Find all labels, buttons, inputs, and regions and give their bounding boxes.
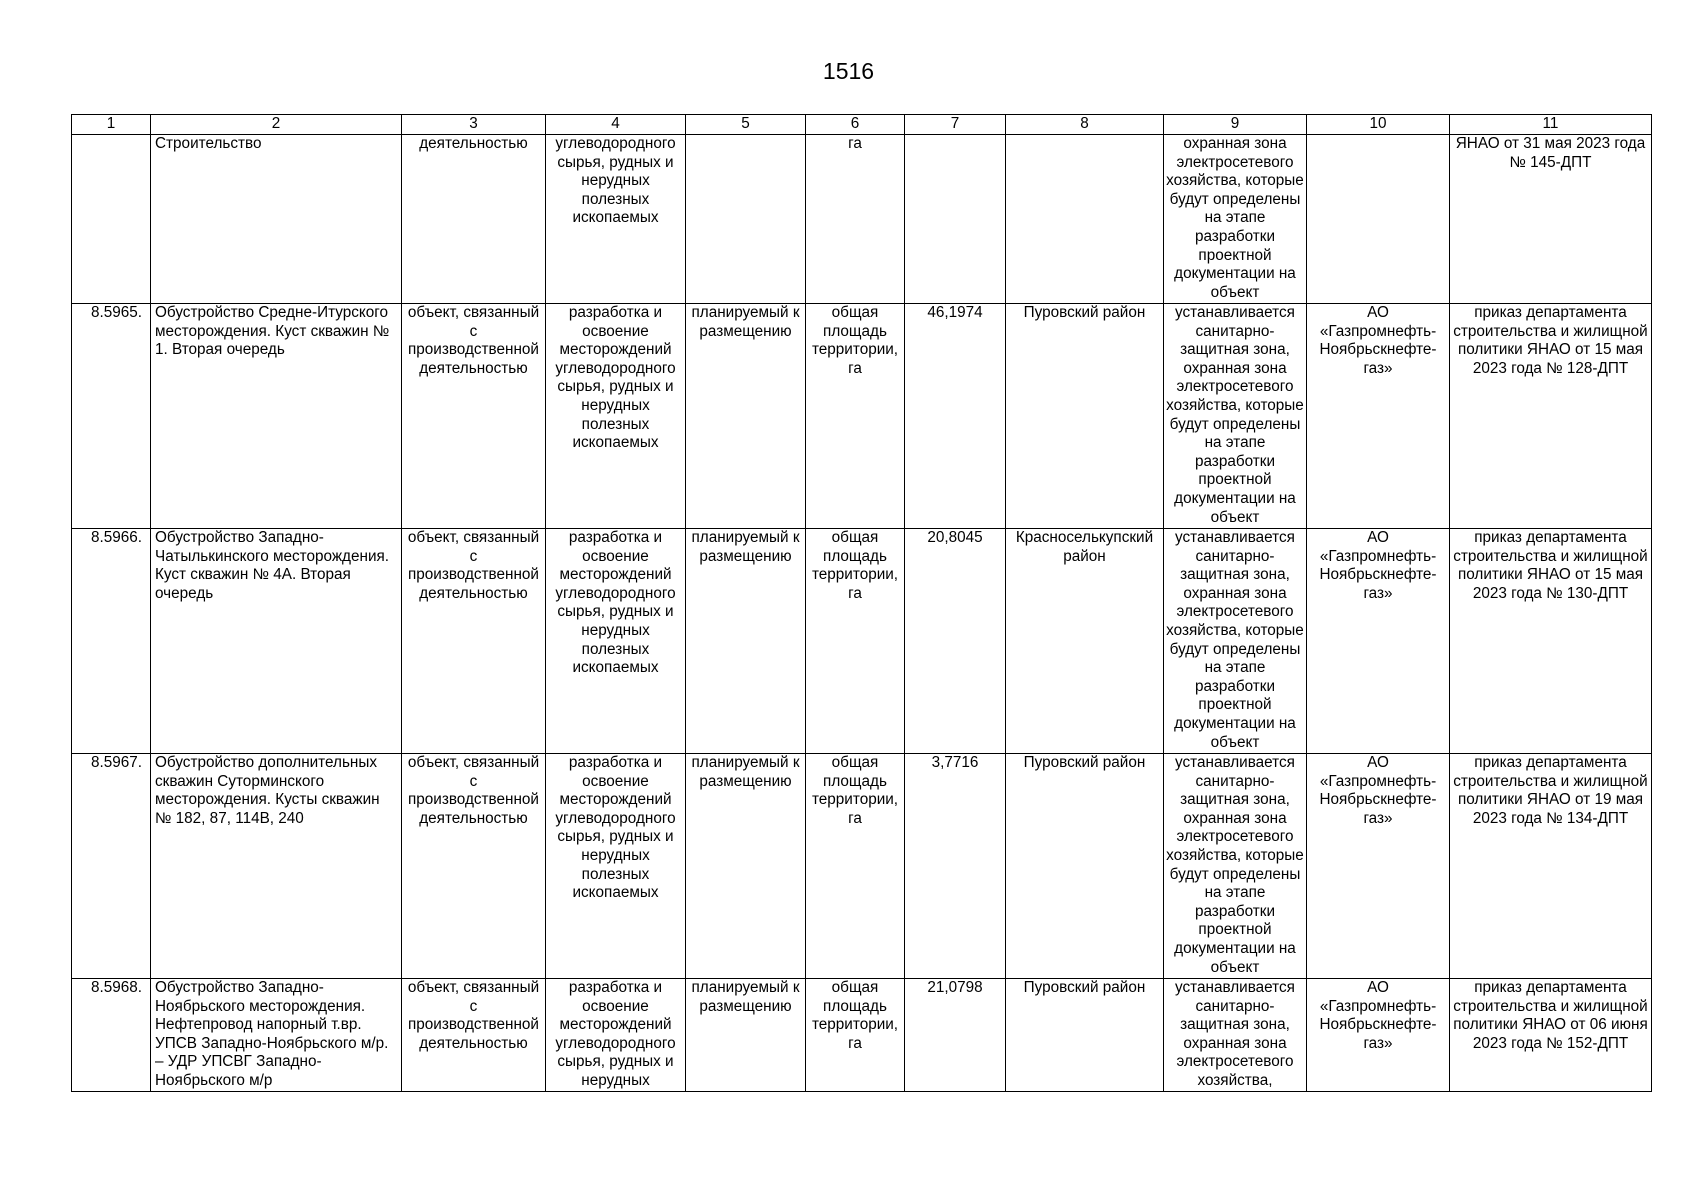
cell-status: планируемый к размещению [686, 979, 806, 1092]
cell-purpose: разработка и освоение месторождений углеводородного сырья, рудных и нерудных полезных ископаемых [546, 304, 686, 529]
header-col-7: 7 [905, 115, 1006, 135]
table-row [72, 979, 1652, 1092]
cell-value: 21,0798 [905, 979, 1006, 1092]
cell-purpose: разработка и освоение месторождений углеводородного сырья, рудных и нерудных полезных ископаемых [546, 754, 686, 979]
header-col-2: 2 [151, 115, 402, 135]
cell-object-name: Обустройство Средне-Итурского месторождения. Куст скважин № 1. Вторая очередь [151, 304, 402, 529]
cell-zone: устанавливается санитарно-защитная зона, охранная зона электросетевого хозяйства, [1164, 979, 1307, 1092]
cell-zone: охранная зона электросетевого хозяйства, которые будут определены на этапе разработки проектной документации на объект [1164, 135, 1307, 304]
cell-purpose: углеводородного сырья, рудных и нерудных полезных ископаемых [546, 135, 686, 304]
cell-order: приказ департамента строительства и жилищной политики ЯНАО от 19 мая 2023 года № 134-ДПТ [1450, 754, 1652, 979]
cell-purpose: разработка и освоение месторождений углеводородного сырья, рудных и нерудных [546, 979, 686, 1092]
cell-number [72, 135, 151, 304]
cell-organization: АО «Газпромнефть-Ноябрьскнефте-газ» [1307, 979, 1450, 1092]
cell-location: Пуровский район [1006, 754, 1164, 979]
header-row [72, 115, 1652, 135]
cell-zone: устанавливается санитарно-защитная зона, охранная зона электросетевого хозяйства, которые будут определены на этапе разработки проектной документации на объект [1164, 529, 1307, 754]
cell-characteristic: общая площадь территории, га [806, 304, 905, 529]
header-col-11: 11 [1450, 115, 1652, 135]
header-col-3: 3 [402, 115, 546, 135]
cell-number: 8.5968. [72, 979, 151, 1092]
cell-status: планируемый к размещению [686, 754, 806, 979]
header-col-6: 6 [806, 115, 905, 135]
header-col-10: 10 [1307, 115, 1450, 135]
cell-organization: АО «Газпромнефть-Ноябрьскнефте-газ» [1307, 304, 1450, 529]
cell-organization: АО «Газпромнефть-Ноябрьскнефте-газ» [1307, 529, 1450, 754]
header-col-9: 9 [1164, 115, 1307, 135]
cell-order: приказ департамента строительства и жилищной политики ЯНАО от 15 мая 2023 года № 130-ДПТ [1450, 529, 1652, 754]
cell-object-type: объект, связанный с производственной деятельностью [402, 979, 546, 1092]
cell-value: 3,7716 [905, 754, 1006, 979]
cell-object-type: объект, связанный с производственной деятельностью [402, 754, 546, 979]
cell-location [1006, 135, 1164, 304]
cell-object-name: Обустройство дополнительных скважин Суторминского месторождения. Кусты скважин № 182, 87, 114В, 240 [151, 754, 402, 979]
cell-zone: устанавливается санитарно-защитная зона, охранная зона электросетевого хозяйства, которые будут определены на этапе разработки проектной документации на объект [1164, 754, 1307, 979]
cell-object-name: Обустройство Западно-Чатылькинского месторождения. Куст скважин № 4А. Вторая очередь [151, 529, 402, 754]
header-col-1: 1 [72, 115, 151, 135]
cell-order: приказ департамента строительства и жилищной политики ЯНАО от 15 мая 2023 года № 128-ДПТ [1450, 304, 1652, 529]
cell-location: Пуровский район [1006, 304, 1164, 529]
cell-zone: устанавливается санитарно-защитная зона, охранная зона электросетевого хозяйства, которые будут определены на этапе разработки проектной документации на объект [1164, 304, 1307, 529]
cell-organization: АО «Газпромнефть-Ноябрьскнефте-газ» [1307, 754, 1450, 979]
table-row [72, 304, 1652, 529]
cell-object-name: Обустройство Западно-Ноябрьского месторождения. Нефтепровод напорный т.вр. УПСВ Западно-Ноябрьского м/р. – УДР УПСВГ Западно-Ноябрьского м/р [151, 979, 402, 1092]
cell-organization [1307, 135, 1450, 304]
cell-characteristic: общая площадь территории, га [806, 979, 905, 1092]
cell-object-type: объект, связанный с производственной деятельностью [402, 529, 546, 754]
cell-characteristic: общая площадь территории, га [806, 754, 905, 979]
table-row [72, 754, 1652, 979]
page-number: 1516 [822, 58, 875, 84]
cell-value: 20,8045 [905, 529, 1006, 754]
cell-object-type: деятельностью [402, 135, 546, 304]
cell-number: 8.5966. [72, 529, 151, 754]
registry-table [71, 114, 1652, 1092]
cell-number: 8.5967. [72, 754, 151, 979]
cell-order: ЯНАО от 31 мая 2023 года № 145-ДПТ [1450, 135, 1652, 304]
cell-purpose: разработка и освоение месторождений углеводородного сырья, рудных и нерудных полезных ископаемых [546, 529, 686, 754]
cell-status: планируемый к размещению [686, 304, 806, 529]
cell-value: 46,1974 [905, 304, 1006, 529]
cell-number: 8.5965. [72, 304, 151, 529]
table-row [72, 529, 1652, 754]
header-col-8: 8 [1006, 115, 1164, 135]
cell-value [905, 135, 1006, 304]
cell-characteristic: общая площадь территории, га [806, 529, 905, 754]
cell-object-name: Строительство [151, 135, 402, 304]
cell-characteristic: га [806, 135, 905, 304]
table-row [72, 135, 1652, 304]
cell-order: приказ департамента строительства и жилищной политики ЯНАО от 06 июня 2023 года № 152-ДПТ [1450, 979, 1652, 1092]
header-col-5: 5 [686, 115, 806, 135]
cell-location: Красноселькупский район [1006, 529, 1164, 754]
cell-location: Пуровский район [1006, 979, 1164, 1092]
cell-status [686, 135, 806, 304]
header-col-4: 4 [546, 115, 686, 135]
cell-object-type: объект, связанный с производственной деятельностью [402, 304, 546, 529]
cell-status: планируемый к размещению [686, 529, 806, 754]
